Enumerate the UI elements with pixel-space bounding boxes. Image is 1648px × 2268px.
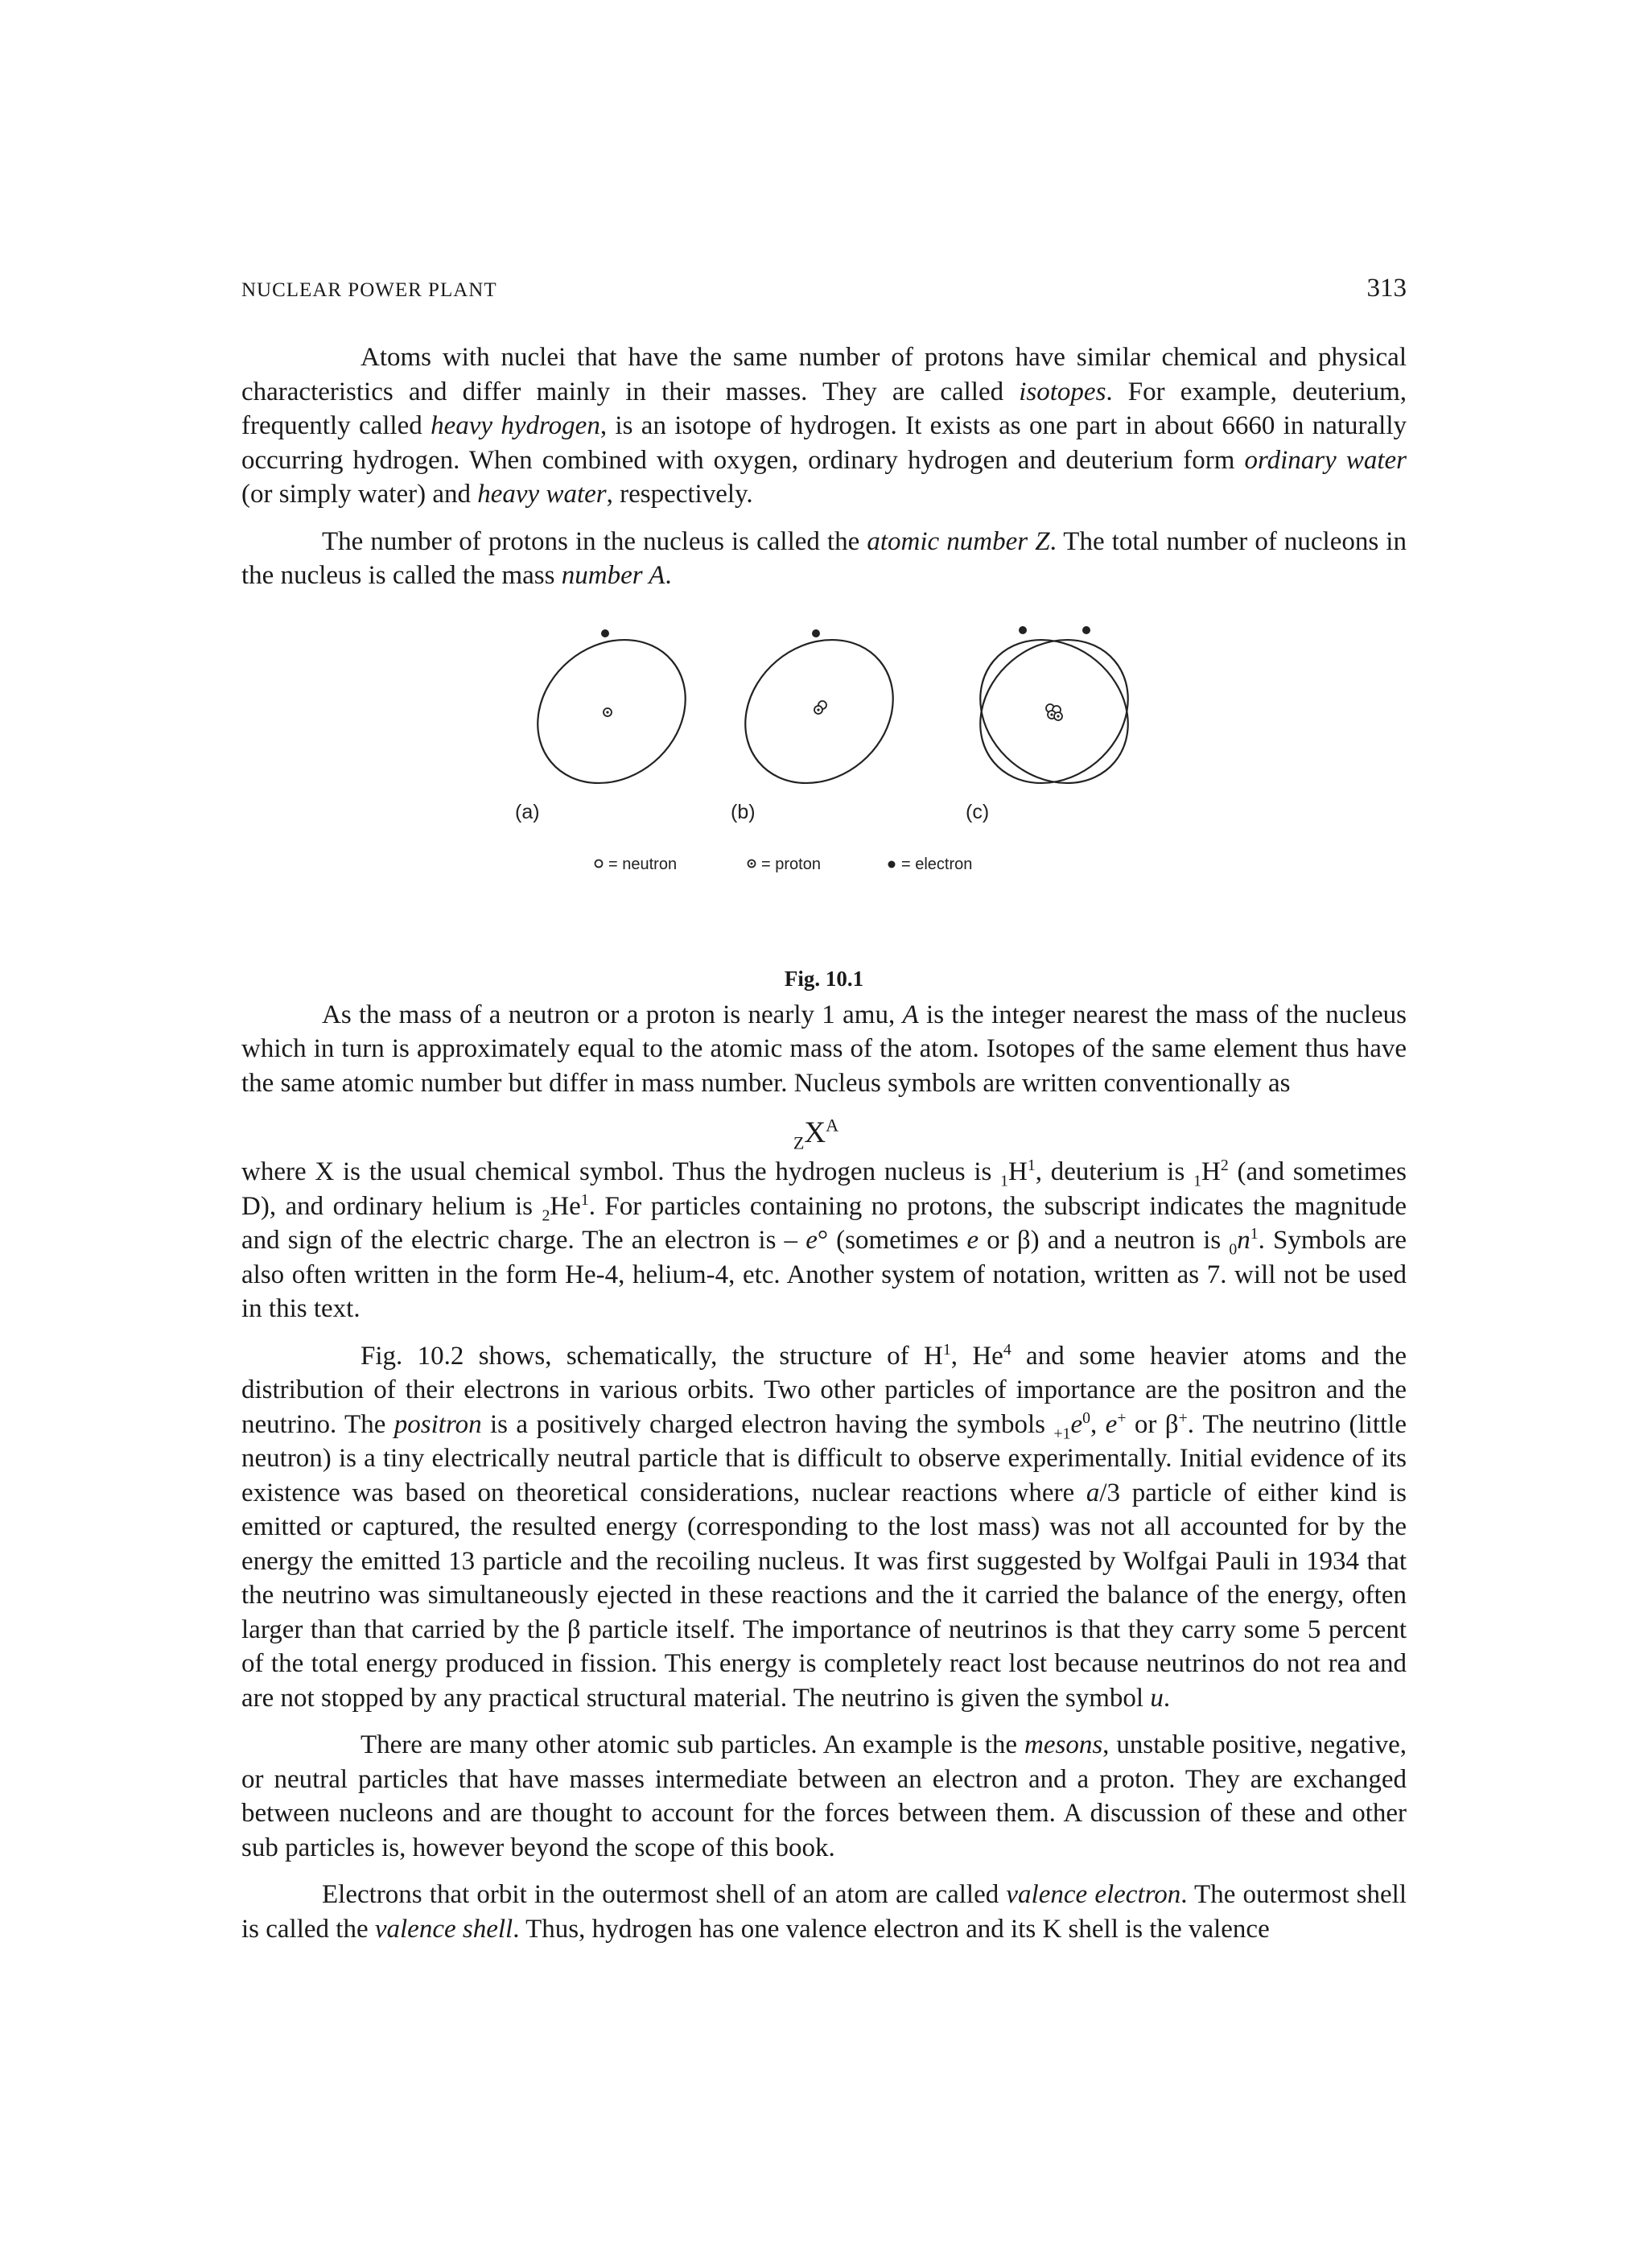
paragraph-positron-neutrino: Fig. 10.2 shows, schematically, the structure of $H^1$, He$^4$ and some heavier atoms and the distribution of their electrons in various orbits. Two other particles of importance are the positron and the neutrino. The positron is a positively charged electron having the symbols $_{+1}e^0$, e+ or β+. The neutrino (little neutron) is a tiny electrically neutral particle that is difficult to observe experimentally. Initial evidence of its existence was based on theoretical considerations, nuclear reactions where a/3 particle of either kind is emitted or captured, the resulted energy (corresponding to the lost mass) was not all accounted for by the energy the emitted 13 particle and the recoiling nucleus. It was first suggested by Wolfgai Pauli in 1934 that the neutrino was simultaneously ejected in these reactions and the it carried the balance of the energy, often larger than that carried by the β particle itself. The importance of neutrinos is that they carry some 5 percent of the total energy produced in fission. This energy is completely react lost because neutrinos do not rea and are not stopped by any practical structural material. The neutrino is given the symbol u.	[241, 1340, 1407, 1713]
orbit-b	[716, 619, 922, 813]
label-a: (a)	[515, 800, 540, 823]
figure-legend	[595, 856, 973, 873]
atom-c	[951, 619, 1157, 813]
electron-legend-icon	[888, 860, 896, 868]
running-head	[241, 274, 1407, 303]
electron-b	[812, 629, 820, 637]
paragraph-notation: where X is the usual chemical symbol. Thus the hydrogen nucleus is $_1H^1$, deuterium is $_1H^2$ (and sometimes D), and ordinary helium is $_2He^1$. For particles containing no protons, the subscript indicates the magnitude and sign of the electric charge. The an electron is – e° (sometimes e or β) and a neutron is $_0n^1$. Symbols are also often written in the form He-4, helium-4, etc. Another system of notation, written as 7. will not be used in this text.	[241, 1157, 1407, 1323]
atom-b	[716, 619, 922, 813]
paragraph-atomic-number: The number of protons in the nucleus is called the atomic number Z. The total number of nucleons in the nucleus is called the mass number A.	[241, 526, 1407, 590]
atom-a	[509, 619, 715, 813]
page	[241, 274, 1407, 1951]
figure-caption: Fig. 10.1	[784, 966, 864, 991]
figure-atom-models	[241, 619, 1407, 965]
electron-a	[601, 629, 609, 637]
electron-c2	[1082, 626, 1090, 634]
running-title: NUCLEAR POWER PLANT	[241, 279, 497, 301]
legend-electron: = electron	[901, 855, 973, 873]
atom-models-diagram	[241, 619, 1407, 965]
paragraph-mesons: There are many other atomic sub particles. An example is the mesons, unstable positive, negative, or neutral particles that have masses intermediate between an electron and a proton. They are exchanged between nucleons and are thought to account for the forces between them. A discussion of these and other sub particles is, however beyond the scope of this book.	[241, 1730, 1407, 1862]
legend-proton: = proton	[761, 855, 821, 873]
label-c: (c)	[966, 800, 990, 823]
label-b: (b)	[731, 800, 756, 823]
paragraph-mass-number: As the mass of a neutron or a proton is nearly 1 amu, A is the integer nearest the mass of the nucleus which in turn is approximately equal to the atomic mass of the atom. Isotopes of the same element thus have the same atomic number but differ in mass number. Nucleus symbols are written conventionally as	[241, 1000, 1407, 1098]
neutron-legend-icon	[595, 860, 603, 867]
nucleus-symbol-equation: $_ZX^A$	[793, 1115, 839, 1153]
paragraph-isotopes: Atoms with nuclei that have the same number of protons have similar chemical and physical characteristics and differ mainly in their masses. They are called isotopes. For example, deuterium, frequently called heavy hydrogen, is an isotope of hydrogen. It exists as one part in about 6660 in naturally occurring hydrogen. When combined with oxygen, ordinary hydrogen and deuterium form ordinary water (or simply water) and heavy water, respectively.	[241, 343, 1407, 509]
paragraph-valence: Electrons that orbit in the outermost shell of an atom are called valence electron. The outermost shell is called the valence shell. Thus, hydrogen has one valence electron and its K shell is the valence	[241, 1880, 1407, 1944]
electron-c1	[1019, 626, 1027, 634]
page-number: 313	[1366, 274, 1407, 303]
legend-neutron: = neutron	[608, 855, 678, 873]
orbit-a	[509, 619, 715, 813]
